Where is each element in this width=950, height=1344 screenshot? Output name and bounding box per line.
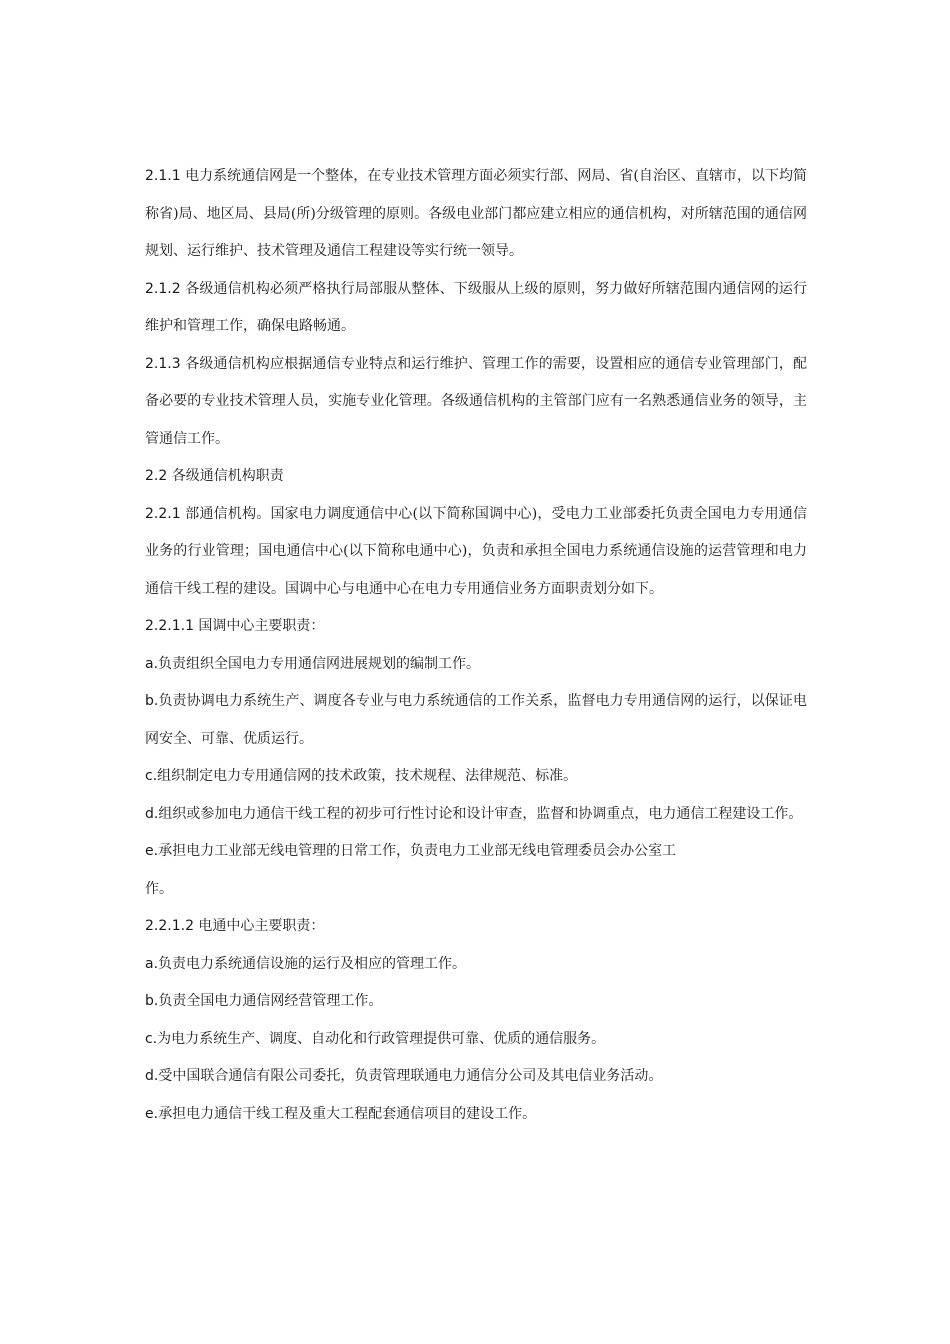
heading-text: 各级通信机构职责 bbox=[167, 468, 284, 484]
heading-2-2 bbox=[145, 458, 807, 496]
list-item-text: 承担电力工业部无线电管理的日常工作，负责电力工业部无线电管理委员会办公室工 bbox=[158, 843, 677, 859]
document-page bbox=[145, 158, 807, 1133]
paragraph-text: 各级通信机构必须严格执行局部服从整体、下级服从上级的原则，努力做好所辖范围内通信网的运行维护和管理工作，确保电路畅通。 bbox=[145, 280, 807, 334]
section-number: 2.2 bbox=[145, 468, 168, 484]
list-item-c bbox=[145, 1021, 807, 1059]
list-item-e bbox=[145, 833, 807, 908]
list-item-d bbox=[145, 1058, 807, 1096]
list-marker: b. bbox=[145, 693, 159, 709]
list-item-e bbox=[145, 1096, 807, 1134]
section-number: 2.2.1.1 bbox=[145, 618, 194, 634]
list-marker: b. bbox=[145, 993, 159, 1009]
list-marker: c. bbox=[145, 1030, 158, 1047]
list-item-text: 负责电力系统通信设施的运行及相应的管理工作。 bbox=[158, 955, 467, 972]
heading-text: 电通中心主要职责： bbox=[193, 918, 325, 934]
list-marker: c. bbox=[145, 768, 158, 784]
list-item-a bbox=[145, 646, 807, 684]
heading-2-2-1-2 bbox=[145, 908, 807, 946]
section-number: 2.2.1 bbox=[145, 505, 181, 522]
section-number: 2.1.1 bbox=[145, 168, 181, 184]
list-marker: e. bbox=[145, 1105, 159, 1122]
list-marker: e. bbox=[145, 843, 159, 859]
list-item-d bbox=[145, 796, 807, 834]
paragraph-text: 各级通信机构应根据通信专业特点和运行维护、管理工作的需要，设置相应的通信专业管理部门，配备必要的专业技术管理人员，实施专业化管理。各级通信机构的主管部门应有一名熟悉通信业务的领导，主管通信工作。 bbox=[145, 355, 807, 447]
paragraph-text: 电力系统通信网是一个整体，在专业技术管理方面必须实行部、网局、省(自治区、直辖市，以下均简称省)局、地区局、县局(所)分级管理的原则。各级电业部门都应建立相应的通信机构，对所辖范围的通信网规划、运行维护、技术管理及通信工程建设等实行统一领导。 bbox=[145, 168, 807, 259]
heading-2-2-1-1 bbox=[145, 608, 807, 646]
section-number: 2.2.1.2 bbox=[145, 918, 194, 934]
list-item-text: 为电力系统生产、调度、自动化和行政管理提供可靠、优质的通信服务。 bbox=[157, 1030, 606, 1047]
list-marker: a. bbox=[145, 655, 159, 672]
list-item-text: 受中国联合通信有限公司委托，负责管理联通电力通信分公司及其电信业务活动。 bbox=[158, 1068, 663, 1084]
list-marker: d. bbox=[145, 1068, 159, 1084]
list-item-text: 负责协调电力系统生产、调度各专业与电力系统通信的工作关系，监督电力专用通信网的运行，以保证电网安全、可靠、优质运行。 bbox=[145, 693, 807, 747]
section-number: 2.1.2 bbox=[145, 280, 181, 297]
heading-text: 国调中心主要职责： bbox=[193, 618, 325, 634]
paragraph-2-1-3 bbox=[145, 346, 807, 459]
paragraph-2-2-1 bbox=[145, 496, 807, 609]
paragraph-text: 部通信机构。国家电力调度通信中心(以下简称国调中心)，受电力工业部委托负责全国电力专用通信业务的行业管理；国电通信中心(以下简称电通中心)，负责和承担全国电力系统通信设施的运营管理和电力通信干线工程的建设。国调中心与电通中心在电力专用通信业务方面职责划分如下。 bbox=[145, 505, 807, 597]
list-item-continuation: 作。 bbox=[145, 880, 173, 897]
list-item-b bbox=[145, 683, 807, 758]
list-marker: a. bbox=[145, 955, 159, 972]
paragraph-2-1-2 bbox=[145, 271, 807, 346]
list-item-text: 承担电力通信干线工程及重大工程配套通信项目的建设工作。 bbox=[158, 1105, 537, 1122]
list-item-text: 负责全国电力通信网经营管理工作。 bbox=[158, 993, 383, 1009]
list-marker: d. bbox=[145, 805, 159, 822]
list-item-c bbox=[145, 758, 807, 796]
list-item-text: 组织制定电力专用通信网的技术政策，技术规程、法律规范、标准。 bbox=[157, 768, 578, 784]
section-number: 2.1.3 bbox=[145, 355, 181, 372]
list-item-a bbox=[145, 946, 807, 984]
list-item-text: 组织或参加电力通信干线工程的初步可行性讨论和设计审查，监督和协调重点，电力通信工程建设工作。 bbox=[158, 805, 803, 822]
list-item-b bbox=[145, 983, 807, 1021]
paragraph-2-1-1 bbox=[145, 158, 807, 271]
list-item-text: 负责组织全国电力专用通信网进展规划的编制工作。 bbox=[158, 655, 481, 672]
